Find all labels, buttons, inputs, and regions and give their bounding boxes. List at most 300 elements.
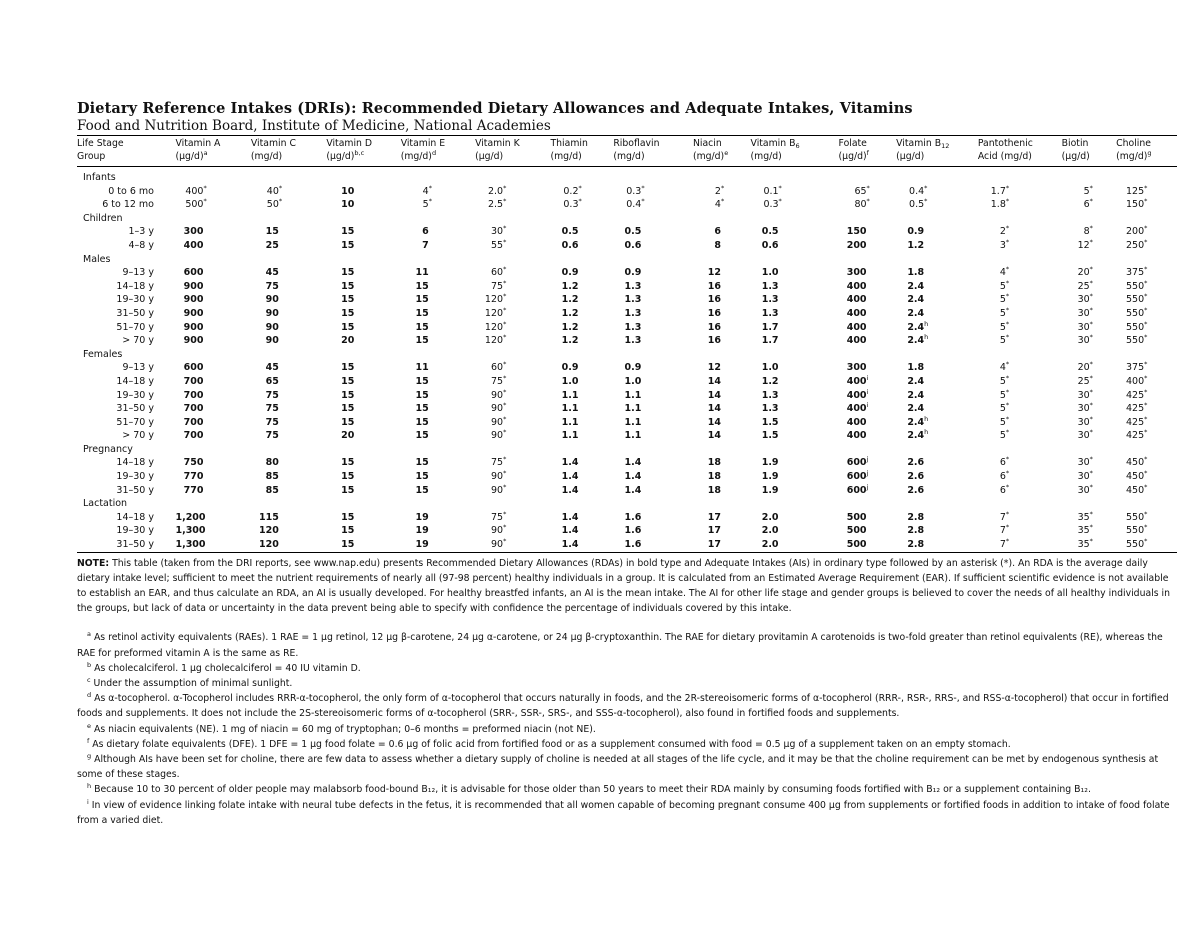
value-cell: [251, 524, 326, 538]
value-cell: [1116, 239, 1177, 253]
value-cell: [1062, 524, 1116, 538]
value-cell: [978, 538, 1062, 552]
value-text: 90: [265, 335, 279, 347]
adequate-intake-asterisk: *: [428, 197, 432, 206]
value-text: 0.3: [626, 185, 642, 197]
column-header: [475, 136, 550, 167]
value-text: 1.8: [907, 267, 925, 279]
value-cell: [550, 456, 613, 470]
value-cell: [550, 361, 613, 375]
value-cell: [978, 524, 1062, 538]
value-text: 50: [266, 199, 279, 211]
value-cell: [1116, 266, 1177, 280]
adequate-intake-asterisk: *: [578, 197, 582, 206]
footnote-mark: e: [87, 721, 91, 730]
value-cell: [978, 280, 1062, 294]
life-stage-label: 1–3 y: [128, 226, 154, 238]
value-text: 25: [1077, 375, 1090, 387]
value-cell: [896, 239, 978, 253]
value-text: 2.4: [907, 403, 925, 415]
adequate-intake-asterisk: *: [720, 197, 725, 206]
value-text: 4: [999, 267, 1006, 279]
value-text: 30: [490, 226, 504, 238]
value-text: 0.2: [563, 185, 579, 197]
value-text: 1.0: [561, 375, 579, 387]
value-cell: [613, 429, 693, 443]
value-text: 15: [415, 294, 429, 306]
value-cell: [1116, 280, 1177, 294]
value-text: 2.4: [907, 430, 925, 442]
value-text: 400: [846, 389, 867, 401]
value-text: 0.4: [626, 199, 642, 211]
value-text: 450: [1125, 471, 1145, 483]
value-cell: [1116, 456, 1177, 470]
value-text: 1.6: [624, 525, 642, 537]
column-header: [1116, 136, 1177, 167]
adequate-intake-asterisk: *: [1089, 401, 1093, 410]
life-stage-cell: [77, 307, 175, 321]
value-text: 15: [341, 511, 355, 523]
value-text: 700: [183, 375, 204, 387]
value-cell: [839, 321, 897, 335]
column-header: [77, 136, 175, 167]
value-text: 19: [415, 525, 429, 537]
page-title: Dietary Reference Intakes (DRIs): Recommended Dietary Allowances and Adequate Intakes, Vitamins: [77, 100, 913, 117]
table-row: [77, 484, 1177, 498]
value-text: 5: [999, 280, 1006, 292]
life-stage-cell: [77, 389, 175, 403]
value-cell: [326, 375, 400, 389]
value-cell: [251, 321, 326, 335]
adequate-intake-asterisk: *: [1089, 265, 1093, 274]
life-stage-label: 0 to 6 mo: [108, 185, 154, 197]
value-cell: [693, 307, 751, 321]
value-cell: [751, 402, 839, 416]
footnote-mark: c: [87, 676, 91, 685]
value-text: 30: [1077, 457, 1090, 469]
adequate-intake-asterisk: *: [1144, 414, 1148, 423]
value-text: 15: [341, 362, 355, 374]
value-text: 1.4: [624, 484, 642, 496]
adequate-intake-asterisk: *: [1089, 509, 1093, 518]
value-cell: [1062, 375, 1116, 389]
footnote-text: Because 10 to 30 percent of older people may malabsorb food-bound B₁₂, it is advisable for those older than 50 years to meet their RDA mainly by consuming foods fortified with B₁₂ or a supplement containing B₁₂.: [91, 784, 1091, 796]
value-text: 15: [415, 335, 429, 347]
value-text: 1.1: [561, 403, 579, 415]
value-cell: [839, 239, 897, 253]
adequate-intake-asterisk: *: [203, 183, 207, 192]
value-text: 7: [999, 511, 1006, 523]
value-cell: [1062, 511, 1116, 525]
value-cell: [896, 266, 978, 280]
value-cell: [896, 402, 978, 416]
value-cell: [693, 198, 751, 212]
life-stage-label: 14–18 y: [116, 511, 154, 523]
value-text: 1.5: [761, 416, 779, 428]
value-cell: [978, 239, 1062, 253]
value-cell: [475, 266, 550, 280]
value-cell: [693, 470, 751, 484]
life-stage-label: 19–30 y: [116, 525, 154, 537]
value-cell: [978, 361, 1062, 375]
footnote: [77, 661, 1177, 676]
value-text: 5: [999, 335, 1006, 347]
adequate-intake-asterisk: *: [1005, 537, 1010, 546]
value-cell: [613, 416, 693, 430]
value-text: 900: [183, 294, 204, 306]
value-text: 5: [999, 403, 1006, 415]
value-text: 16: [707, 321, 721, 333]
value-text: 18: [707, 471, 721, 483]
life-stage-label: 14–18 y: [116, 457, 154, 469]
adequate-intake-asterisk: *: [1144, 197, 1148, 206]
column-header: [1062, 136, 1116, 167]
value-cell: [175, 402, 250, 416]
adequate-intake-asterisk: *: [924, 183, 928, 192]
value-text: 2.0: [761, 525, 779, 537]
adequate-intake-asterisk: *: [503, 237, 507, 246]
value-text: 15: [415, 321, 429, 333]
footnote: [77, 691, 1177, 721]
value-text: 400: [185, 185, 204, 197]
adequate-intake-asterisk: *: [1089, 523, 1093, 532]
life-stage-cell: [77, 321, 175, 335]
column-header-unit: (µg/d): [175, 150, 204, 162]
value-cell: [175, 429, 250, 443]
value-cell: [550, 239, 613, 253]
column-header-name: Vitamin E: [400, 138, 446, 149]
value-cell: [1116, 293, 1177, 307]
value-cell: [1062, 416, 1116, 430]
column-header-name: Choline: [1116, 138, 1151, 149]
value-text: 1,300: [175, 539, 206, 551]
life-stage-label: 4–8 y: [128, 239, 154, 251]
column-header-name: Vitamin B: [896, 138, 942, 149]
adequate-intake-asterisk: *: [1005, 197, 1010, 206]
adequate-intake-asterisk: *: [503, 224, 507, 233]
value-cell: [693, 361, 751, 375]
page-subtitle: Food and Nutrition Board, Institute of Medicine, National Academies: [77, 118, 551, 134]
column-header-unit: (mg/d): [1116, 150, 1148, 162]
value-cell: [475, 280, 550, 294]
value-text: 2.0: [761, 511, 779, 523]
column-header: [401, 136, 475, 167]
column-header-unit: (mg/d): [550, 150, 582, 162]
adequate-intake-asterisk: *: [1005, 360, 1010, 369]
value-text: 400: [846, 430, 867, 442]
value-text: 1.3: [624, 280, 642, 292]
adequate-intake-asterisk: *: [1089, 428, 1093, 437]
value-text: 12: [707, 267, 721, 279]
value-cell: [896, 470, 978, 484]
value-text: 15: [415, 389, 429, 401]
value-cell: [1116, 470, 1177, 484]
value-cell: [1062, 266, 1116, 280]
value-text: 6: [999, 471, 1006, 483]
value-text: 700: [183, 403, 204, 415]
adequate-intake-asterisk: *: [1089, 360, 1093, 369]
adequate-intake-asterisk: *: [503, 373, 507, 382]
value-text: 1.4: [561, 525, 579, 537]
value-cell: [326, 225, 400, 239]
value-cell: [401, 361, 475, 375]
value-cell: [613, 266, 693, 280]
value-cell: [1116, 538, 1177, 552]
value-text: 1.2: [561, 321, 579, 333]
value-cell: [326, 484, 400, 498]
value-cell: [978, 470, 1062, 484]
column-header-footnote-mark: b,c: [354, 148, 365, 157]
value-text: 300: [183, 226, 204, 238]
adequate-intake-asterisk: *: [778, 197, 782, 206]
value-cell: [550, 266, 613, 280]
life-stage-cell: [77, 266, 175, 280]
adequate-intake-asterisk: *: [1089, 469, 1093, 478]
life-stage-label: 31–50 y: [116, 539, 154, 551]
adequate-intake-asterisk: *: [1089, 414, 1093, 423]
value-text: 60: [490, 267, 504, 279]
value-cell: [693, 375, 751, 389]
value-cell: [1062, 402, 1116, 416]
value-cell: [1062, 293, 1116, 307]
value-text: 75: [265, 430, 279, 442]
value-text: 2.5: [487, 199, 504, 211]
value-text: 600: [183, 267, 204, 279]
value-text: 550: [1125, 539, 1145, 551]
value-text: 400: [1125, 375, 1145, 387]
value-text: 1.2: [761, 375, 779, 387]
value-cell: [251, 198, 326, 212]
value-cell: [693, 185, 751, 199]
value-cell: [475, 456, 550, 470]
note-text: This table (taken from the DRI reports, see www.nap.edu) presents Recommended Dietary Allowances (RDAs) in bold type and Adequate Intakes (AIs) in ordinary type followed by an asterisk (*). An RDA is the average daily dietary intake level; sufficient to meet the nutrient requirements of nearly all (97-98 percent) healthy individuals in a group. It is calculated from an Estimated Average Requirement (EAR). If sufficient scientific evidence is not available to establish an EAR, and thus calculate an RDA, an AI is usually developed. For healthy breastfed infants, an AI is the mean intake. The AI for other life stage and gender groups is believed to cover the needs of all healthy individuals in the groups, but lack of data or uncertainty in the data prevent being able to specify with confidence the percentage of individuals covered by this intake.: [77, 557, 1171, 615]
value-text: 6: [999, 484, 1006, 496]
column-header-unit: (µg/d): [896, 150, 925, 162]
footnote-mark: d: [87, 691, 92, 700]
value-cell: [751, 293, 839, 307]
value-cell: [613, 293, 693, 307]
value-cell: [175, 225, 250, 239]
value-text: 15: [341, 416, 355, 428]
value-text: 2.4: [907, 375, 925, 387]
value-text: 15: [341, 525, 355, 537]
value-cell: [475, 307, 550, 321]
life-stage-label: 51–70 y: [116, 416, 154, 428]
value-text: 1.2: [907, 239, 925, 251]
value-text: 80: [854, 199, 867, 211]
value-text: 16: [707, 280, 721, 292]
value-text: 0.5: [624, 226, 642, 238]
value-cell: [1116, 484, 1177, 498]
value-cell: [1062, 334, 1116, 348]
value-text: 400: [846, 375, 867, 387]
value-text: 1.1: [561, 389, 579, 401]
value-text: 1.9: [761, 457, 779, 469]
value-text: 1.4: [561, 484, 579, 496]
value-cell: [896, 334, 978, 348]
value-cell: [251, 280, 326, 294]
value-cell: [751, 511, 839, 525]
adequate-intake-asterisk: *: [503, 197, 507, 206]
value-text: 30: [1077, 321, 1090, 333]
value-text: 0.4: [909, 185, 925, 197]
value-text: 7: [422, 239, 429, 251]
value-cell: [401, 280, 475, 294]
value-text: 40: [266, 185, 279, 197]
value-cell: [175, 280, 250, 294]
value-cell: [896, 416, 978, 430]
adequate-intake-asterisk: *: [866, 197, 870, 206]
adequate-intake-asterisk: *: [1005, 319, 1010, 328]
value-text: 400: [846, 335, 867, 347]
value-text: 6: [422, 226, 429, 238]
column-header: [175, 136, 250, 167]
value-cell: [978, 307, 1062, 321]
adequate-intake-asterisk: *: [1089, 305, 1093, 314]
value-text: 0.3: [763, 199, 779, 211]
value-cell: [978, 511, 1062, 525]
value-text: 1.1: [561, 416, 579, 428]
life-stage-cell: [77, 225, 175, 239]
value-cell: [1062, 225, 1116, 239]
value-cell: [175, 511, 250, 525]
value-cell: [401, 524, 475, 538]
value-cell: [550, 470, 613, 484]
value-cell: [550, 402, 613, 416]
value-cell: [550, 293, 613, 307]
value-cell: [896, 198, 978, 212]
value-cell: [550, 307, 613, 321]
life-stage-cell: [77, 402, 175, 416]
value-text: 500: [846, 539, 867, 551]
life-stage-label: 9–13 y: [122, 362, 154, 374]
value-text: 90: [265, 307, 279, 319]
adequate-intake-asterisk: *: [503, 360, 507, 369]
value-text: 2.4: [907, 389, 925, 401]
value-text: 15: [415, 457, 429, 469]
adequate-intake-asterisk: *: [866, 183, 870, 192]
value-cell: [326, 538, 400, 552]
value-cell: [839, 280, 897, 294]
value-text: 8: [1083, 226, 1090, 238]
life-stage-label: 31–50 y: [116, 403, 154, 415]
value-text: 550: [1125, 525, 1145, 537]
value-text: 1.6: [624, 539, 642, 551]
column-header-unit: Group: [77, 150, 106, 162]
value-cell: [839, 511, 897, 525]
life-stage-cell: [77, 429, 175, 443]
value-cell: [1116, 198, 1177, 212]
value-text: 75: [490, 457, 504, 469]
value-cell: [751, 538, 839, 552]
footnote-mark: j: [866, 455, 869, 464]
value-text: 25: [265, 239, 279, 251]
group-label: Pregnancy: [83, 443, 133, 455]
adequate-intake-asterisk: *: [1005, 428, 1010, 437]
value-text: 120: [259, 539, 279, 551]
value-cell: [613, 484, 693, 498]
value-text: 90: [490, 389, 504, 401]
value-cell: [175, 470, 250, 484]
value-text: 1.3: [624, 335, 642, 347]
adequate-intake-asterisk: *: [1089, 333, 1093, 342]
table-row: [77, 321, 1177, 335]
value-text: 0.9: [624, 362, 642, 374]
value-text: 14: [707, 416, 721, 428]
value-text: 14: [707, 375, 721, 387]
value-text: 600: [846, 457, 867, 469]
value-cell: [1116, 429, 1177, 443]
value-text: 90: [490, 416, 504, 428]
group-label: Lactation: [83, 498, 128, 510]
value-text: 15: [341, 471, 355, 483]
value-text: 30: [1077, 430, 1090, 442]
value-cell: [326, 198, 400, 212]
value-text: 600: [846, 471, 867, 483]
value-text: 700: [183, 430, 204, 442]
value-cell: [1116, 416, 1177, 430]
value-text: 750: [183, 457, 204, 469]
value-cell: [839, 429, 897, 443]
adequate-intake-asterisk: *: [1005, 305, 1010, 314]
value-cell: [693, 266, 751, 280]
value-text: 1.4: [561, 539, 579, 551]
table-row: [77, 280, 1177, 294]
value-text: 115: [259, 511, 279, 523]
column-header-name: Vitamin A: [175, 138, 221, 149]
value-cell: [401, 402, 475, 416]
column-header-unit: (µg/d): [475, 150, 504, 162]
adequate-intake-asterisk: *: [203, 197, 207, 206]
value-text: 400: [183, 239, 204, 251]
value-cell: [693, 524, 751, 538]
value-cell: [978, 429, 1062, 443]
value-text: 11: [415, 362, 429, 374]
value-cell: [693, 429, 751, 443]
value-text: 120: [484, 307, 504, 319]
value-cell: [175, 538, 250, 552]
adequate-intake-asterisk: *: [1144, 387, 1148, 396]
value-cell: [613, 511, 693, 525]
value-cell: [613, 375, 693, 389]
value-text: 20: [1077, 362, 1090, 374]
life-stage-cell: [77, 524, 175, 538]
column-header-unit: (mg/d): [750, 150, 782, 162]
value-text: 1.0: [761, 267, 779, 279]
value-cell: [613, 307, 693, 321]
value-text: 10: [341, 185, 355, 197]
value-text: 700: [183, 389, 204, 401]
value-cell: [475, 402, 550, 416]
value-text: 5: [999, 389, 1006, 401]
value-text: 400: [846, 307, 867, 319]
value-cell: [550, 538, 613, 552]
adequate-intake-asterisk: *: [503, 305, 507, 314]
adequate-intake-asterisk: *: [1144, 401, 1148, 410]
value-cell: [175, 484, 250, 498]
value-text: 1.2: [561, 335, 579, 347]
value-text: 0.5: [761, 226, 779, 238]
value-cell: [475, 361, 550, 375]
value-cell: [401, 198, 475, 212]
column-header-footnote-mark: a: [203, 148, 208, 157]
value-cell: [326, 293, 400, 307]
value-text: 17: [707, 511, 721, 523]
adequate-intake-asterisk: *: [1144, 523, 1148, 532]
value-text: 5: [999, 375, 1006, 387]
value-cell: [839, 334, 897, 348]
value-text: 35: [1077, 511, 1090, 523]
